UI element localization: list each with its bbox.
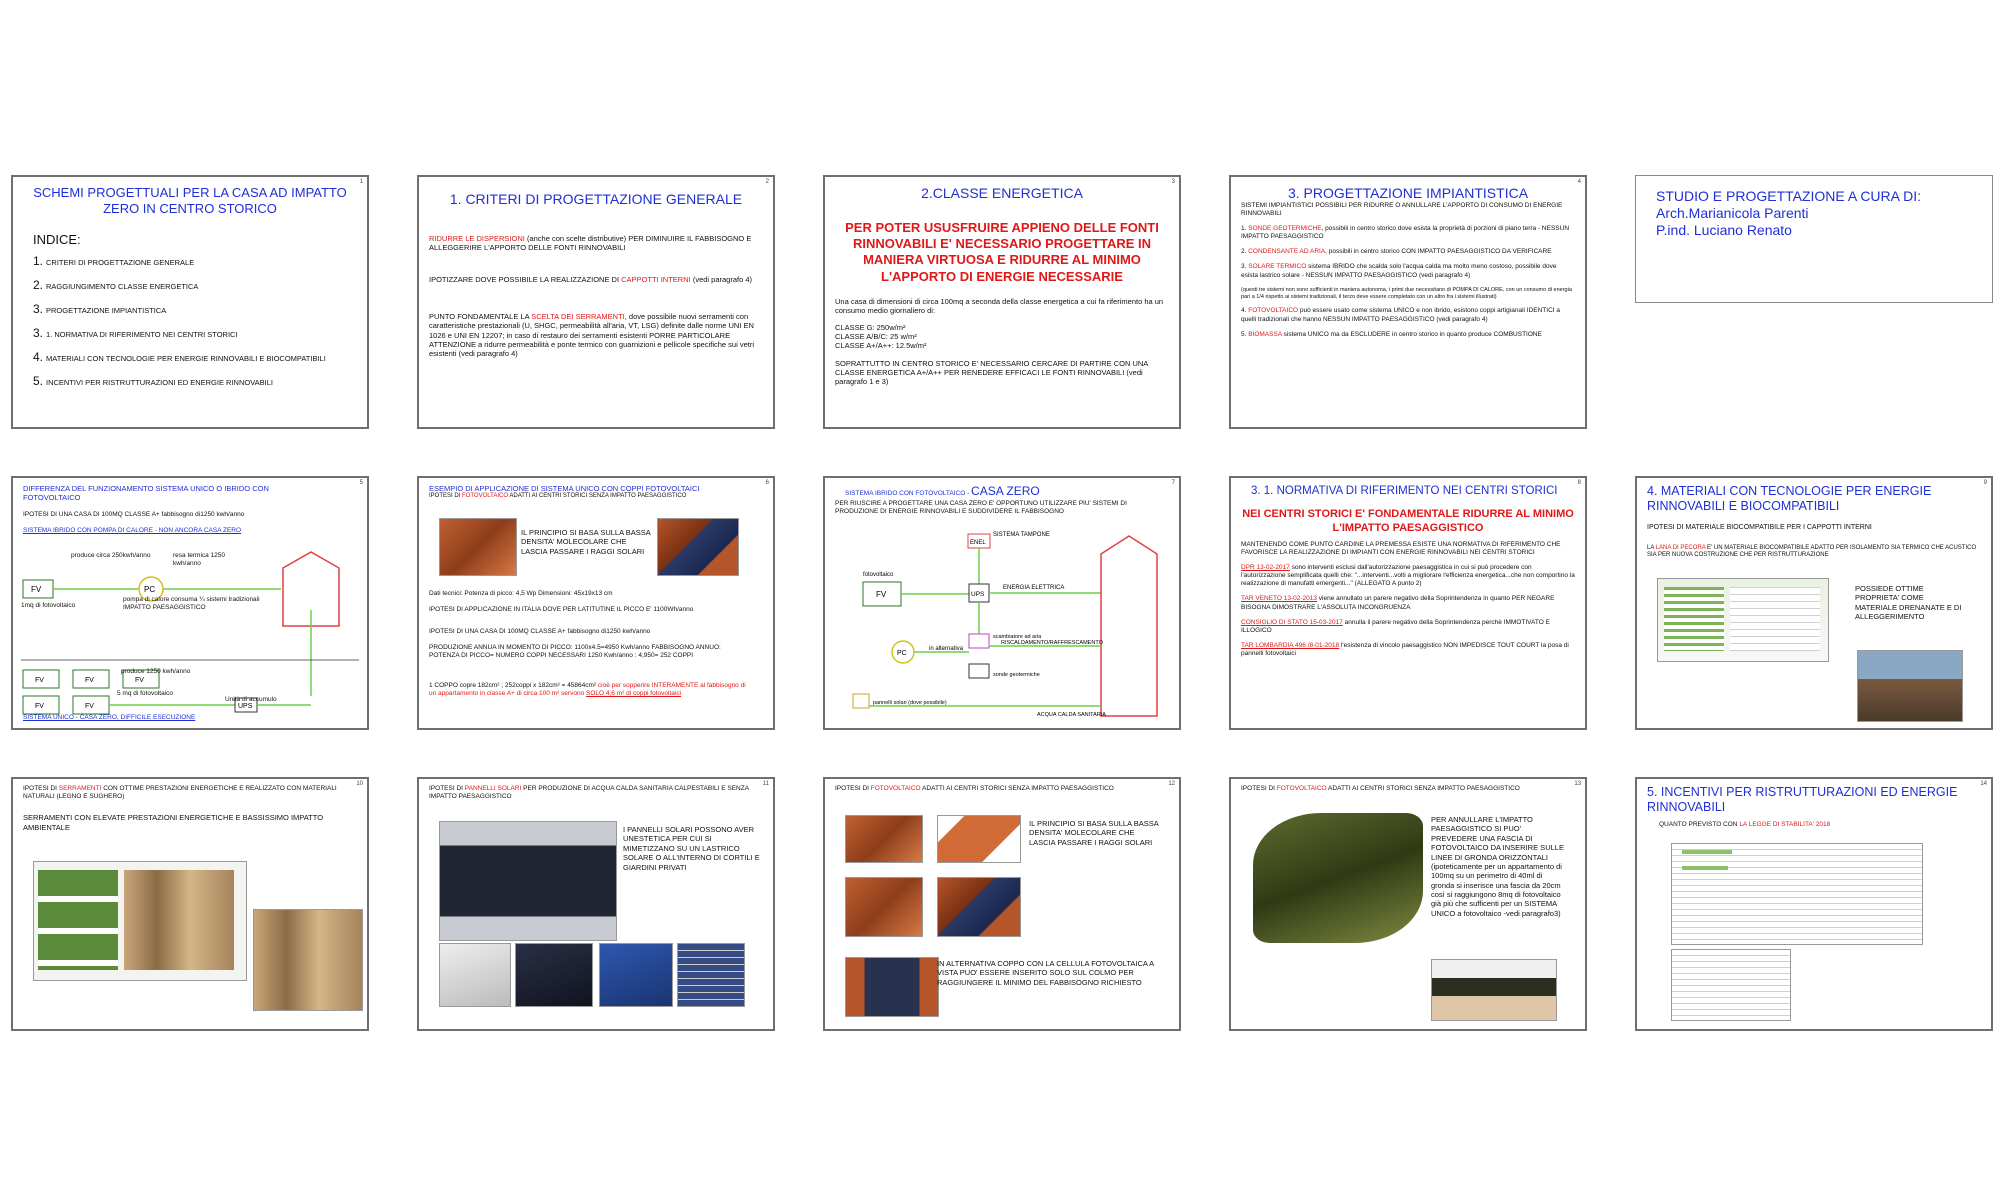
alternativa-label: in alternativa: [929, 646, 964, 652]
hybrid-label: SISTEMA IBRIDO CON POMPA DI CALORE - NON ANCORA CASA ZERO: [23, 526, 242, 534]
credits-heading: STUDIO E PROGETTAZIONE A CURA DI:: [1656, 188, 1922, 204]
slide-title: 1. CRITERI DI PROGETTAZIONE GENERALE: [449, 191, 743, 207]
credits-engineer: P.ind. Luciano Renato: [1656, 221, 1792, 238]
fv-box-label: FV: [85, 703, 94, 710]
slide-title: ESEMPIO DI APPLICAZIONE DI SISTEMA UNICO CON COPPI FOTOVOLTAICI: [429, 484, 700, 493]
paragraph: PER RIUSCIRE A PROGETTARE UNA CASA ZERO E' OPPORTUNO UTILIZZARE PIU' SISTEMI DI PRODUZIONE DI ENERGIE RINNOVABILI E SUDDIVIDERE IL FABBISOGNO: [835, 500, 1127, 516]
index-item: 1. CRITERI DI PROGETTAZIONE GENERALE: [33, 254, 195, 269]
principle-text: IL PRINCIPIO SI BASA SULLA BASSA DENSITA' MOLECOLARE CHE LASCIA PASSARE I RAGGI SOLARI: [521, 528, 651, 556]
regulation-ref: TAR VENETO 13-02-2013 viene annullato un parere negativo della Soprintendenza in quanto PER NEGARE BISOGNA DIMOSTRARE L'ASSOLUTA INCONGRUENZA: [1241, 595, 1555, 611]
subtitle: IPOTESI DI SERRAMENTI CON OTTIME PRESTAZIONI ENERGETICHE E REALIZZATO CON MATERIALI NATURALI (LEGNO E SUGHERO): [23, 785, 337, 801]
subtitle: IPOTESI DI MATERIALE BIOCOMPATIBILE PER I CAPPOTTI INTERNI: [1647, 524, 1872, 531]
flexible-pv-photo: [1253, 813, 1423, 943]
fv-box-label: FV: [85, 677, 94, 684]
paragraph: RIDURRE LE DISPERSIONI (anche con scelte distributive) PER DIMINUIRE IL FABBISOGNO E ALLEGGERIRE L'APPORTO DELLE FONTI RINNOVABILI: [429, 233, 752, 253]
slide-number: 13: [1574, 781, 1581, 787]
ups-label: UPS: [238, 703, 253, 710]
slide-3-energy-class[interactable]: [823, 175, 1181, 429]
slide-number: 2: [765, 179, 769, 185]
energia-label: ENERGIA ELETTRICA: [1003, 585, 1065, 591]
paragraph: IPOTESI DI UNA CASA DI 100MQ CLASSE A+ fabbisogno di1250 kwh/anno: [429, 628, 651, 635]
slide-number: 9: [1983, 480, 1987, 486]
slide-4-systems[interactable]: [1229, 175, 1587, 429]
subtitle: QUANTO PREVISTO CON LA LEGGE DI STABILITA' 2018: [1659, 821, 1831, 828]
slide-title: 5. INCENTIVI PER RISTRUTTURAZIONI ED ENERGIE RINNOVABILI: [1647, 785, 1958, 814]
blue-panel-image: [599, 943, 673, 1007]
pv-tile-image: [937, 877, 1021, 937]
paragraph: SERRAMENTI CON ELEVATE PRESTAZIONI ENERGETICHE E BASSISSIMO IMPATTO AMBIENTALE: [23, 813, 324, 832]
slide-number: 6: [765, 480, 769, 486]
rooftop-solar-photo: [439, 821, 617, 941]
pv-cell-tile-image: [845, 957, 939, 1017]
system-item: 3. SOLARE TERMICO sistema IBRIDO che scalda solo l'acqua calda ma molto meno costoso, possibile dove esista lastrico solare - NESSUN IMPATTO PAESAGGISTICO (vedi paragrafo 4): [1241, 263, 1557, 279]
pv-roll-photo: [1431, 959, 1557, 1021]
slide-11-windows[interactable]: [11, 777, 369, 1031]
tile-stack-image: [845, 877, 923, 937]
slide-number: 3: [1171, 179, 1175, 185]
slide-number: 1: [359, 179, 363, 185]
system-item: 4. FOTOVOLTAICO può essere usato come sistema UNICO e non ibrido, esistono coppi artigianali IDENTICI a quelli tradizionali che hanno NESSUN IMPATTO PAESAGGISTICO (vedi paragrafo 4): [1241, 307, 1561, 323]
subtitle: IPOTESI DI FOTOVOLTAICO ADATTI AI CENTRI STORICI SENZA IMPATTO PAESAGGISTICO: [835, 785, 1114, 792]
index-item: 4. MATERIALI CON TECNOLOGIE PER ENERGIE RINNOVABILI E BIOCOMPATIBILI: [33, 350, 326, 365]
enel-label: ENEL: [970, 540, 986, 546]
paragraph: IPOTIZZARE DOVE POSSIBILE LA REALIZZAZIONE DI CAPPOTTI INTERNI (vedi paragrafo 4): [429, 274, 753, 284]
paragraph: LA LANA DI PECORA E' UN MATERIALE BIOCOMPATIBILE ADATTO PER ISOLAMENTO SIA TERMICO CHE ACUSTICO SIA PER NUOVA COSTRUZIONE CHE PER RISTRUTTURAZIONE: [1647, 544, 1977, 559]
paragraph: SOPRATTUTTO IN CENTRO STORICO E' NECESSARIO CERCARE DI PARTIRE CON UNA CLASSE ENERGETICA A+/A++ PER RENEDERE EFFICACI LE FONTI RINNOVABILI (vedi paragrafo 1 e 3): [835, 358, 1148, 387]
pannelli-label: pannelli solari (dove possibile): [873, 700, 947, 706]
slide-14-gutter-pv[interactable]: [1229, 777, 1587, 1031]
slide-title: 4. MATERIALI CON TECNOLOGIE PER ENERGIE RINNOVABILI E BIOCOMPATIBILI: [1647, 484, 1932, 513]
slide-title: 3. PROGETTAZIONE IMPIANTISTICA: [1287, 185, 1529, 201]
side-text: POSSIEDE OTTIME PROPRIETA' COME MATERIALE DRENANATE E DI ALLEGGERIMENTO: [1855, 584, 1962, 622]
fv-label: FV: [876, 590, 887, 599]
accumulo-label: Unità di accumulo: [225, 696, 277, 703]
paragraph: IPOTESI DI APPLICAZIONE IN ITALIA DOVE PER LATITUTINE IL PICCO E' 1100Wh/anno: [429, 606, 694, 613]
hybrid-zero-diagram: [833, 526, 1171, 726]
resa-label: resa termica 1250 kwh/anno: [173, 552, 226, 568]
principle-text: IL PRINCIPIO SI BASA SULLA BASSA DENSITA' MOLECOLARE CHE LASCIA PASSARE I RAGGI SOLARI: [1029, 819, 1159, 847]
paragraph: 1 COPPO copre 182cm² ; 252coppi x 182cm² = 45864cm² cioè per sopperire INTERAMENTE al fabbisogno di un appartamento in classe A+ di circa 100 m² servono SOLO 4,6 m² di coppi fotovoltaici: [429, 682, 746, 698]
slide-6-hybrid-vs-unique[interactable]: [11, 476, 369, 730]
dark-panel-image: [515, 943, 593, 1007]
slide-9-regulations[interactable]: [1229, 476, 1587, 730]
index-list: [33, 254, 357, 389]
system-item: 2. CONDENSANTE AD ARIA, possibili in centro storico CON IMPATTO PAESAGGISTICO DA VERIFICARE: [1241, 248, 1552, 256]
paragraph: MANTENENDO COME PUNTO CARDINE LA PREMESSA ESISTE UNA NORMATIVA DI RIFERIMENTO CHE FAVORISCE LA REALIZZAZIONE DI IMPIANTI CON ENERGIE RINNOVABILI NEI CENTRI STORICI: [1241, 540, 1561, 556]
produce-label: produce 1250 kwh/anno: [121, 668, 191, 675]
paragraph: PRODUZIONE ANNUA IN MOMENTO DI PICCO: 1100x4.5=4950 Kwh/anno FABBISOGNO ANNUO: POTENZA DI PICCO= NUMERO COPPI NECESSARI 1250 Kwh/anno : 4,950= 252 COPPI: [429, 644, 721, 660]
law-excerpt-image-2: [1671, 949, 1791, 1021]
slide-number: 5: [359, 480, 363, 486]
hybrid-diagram: [21, 548, 359, 718]
paragraph: PUNTO FONDAMENTALE LA SCELTA DEI SERRAMENTI, dove possibile nuovi serramenti con caratteristiche prestazionali (U, SHGC, permeabilità all'aria, VT, LSG) definite dalle norme UNI EN 1026 e UNI EN 12207; in caso di restauro dei serramenti esistenti PORRE PARTICOLARE ATTENZIONE a ridurre permeabilità e ponte termico con guarnizioni e pellicole specifiche sui vetri esistenti (vedi paragrafo 4): [429, 311, 755, 359]
slide-2-criteria[interactable]: [417, 175, 775, 429]
slide-title: SISTEMA IBRIDO CON FOTOVOLTAICO - CASA ZERO: [845, 484, 1040, 498]
slide-13-pv-tiles[interactable]: [823, 777, 1181, 1031]
note: (questi tre sistemi non sono sufficienti in maniera autonoma, i primi due necessitano di POMPA DI CALORE, con un consumo di energia pari a 1/4 rispetto ai sistemi tradizionali, il terzo deve essere completato con un altro fra i sistemi illustrati): [1241, 286, 1572, 300]
tile-image: [937, 815, 1021, 863]
fv-box-label: FV: [35, 703, 44, 710]
sonde-label: sonde geotermiche: [993, 672, 1040, 678]
paragraph: Una casa di dimensioni di circa 100mq a seconda della classe energetica a cui fa riferimento ha un consumo medio giornaliero di:: [835, 296, 1164, 316]
fv-box-label: FV: [31, 585, 42, 594]
index-label: INDICE:: [33, 232, 81, 248]
headline: PER POTER USUSFRUIRE APPIENO DELLE FONTI RINNOVABILI E' NECESSARIO PROGETTARE IN MANIERA VIRTUOSA E RIDURRE AL MINIMO L'APPORTO DI ENERGIE NECESSARIE: [845, 219, 1159, 284]
fv-size-label: 5 mq di fotovoltaico: [117, 690, 174, 697]
roof-photo: [845, 815, 923, 863]
slide-number: 4: [1577, 179, 1581, 185]
riscaldamento-label: RISCALDAMENTO/RAFFRESCAMENTO: [1001, 640, 1103, 646]
acqua-label: ACQUA CALDA SANITARIA: [1037, 712, 1106, 718]
system-item: 1. SONDE GEOTERMICHE, possibili in centro storico dove esista la proprietà di porzioni di piano terra - NESSUN IMPATTO PAESAGGISTICO: [1241, 225, 1570, 241]
regulation-ref: TAR LOMBARDIA 496 /8-01-2018 l'esistenza di vincolo paesaggistico NON IMPEDISCE TOUT COURT la posa di pannelli fotovoltaici: [1241, 641, 1569, 657]
paragraph: I PANNELLI SOLARI POSSONO AVER UNESTETICA PER CUI SI MIMETIZZANO SU UN LASTRICO SOLARE O ALL'INTERNO DI CORTILI E GIARDINI PRIVATI: [623, 825, 760, 872]
pc-label: PC: [144, 585, 156, 594]
index-item: 3. 1. NORMATIVA DI RIFERIMENTO NEI CENTRI STORICI: [33, 326, 238, 341]
slide-title: 2.CLASSE ENERGETICA: [921, 185, 1083, 201]
energy-class-list: CLASSE G: 250w/m² CLASSE A/B/C: 25 w/m² CLASSE A+/A++: 12.5w/m²: [835, 322, 927, 351]
regulation-ref: CONSIGLIO DI STATO 15-03-2017 annulla il parere negativo della Soprintendenza perchè IMMOTIVATO E ILLOGICO: [1241, 618, 1550, 634]
sheep-wool-table-image: [1657, 578, 1829, 662]
slide-title: DIFFERENZA DEL FUNZIONAMENTO SISTEMA UNICO O IBRIDO CON FOTOVOLTAICO: [23, 484, 269, 503]
unique-label: SISTEMA UNICO - CASA ZERO, DIFFICILE ESECUZIONE: [23, 714, 196, 721]
roof-tile-image: [439, 518, 517, 576]
grid-panel-image: [677, 943, 745, 1007]
slide-number: 14: [1980, 781, 1987, 787]
window-frame-photo: [253, 909, 363, 1011]
produce-label: produce circa 250kwh/anno: [71, 552, 151, 559]
slide-number: 7: [1171, 480, 1175, 486]
regulation-ref: DPR 13-02-2017 sono interventi esclusi dall'autorizzazione paesaggistica in cui si può procedere con l'autorizzazione semplificata quelli che: "...interventi...volti a migliorare l'efficienza energetica...che non comportino la realizzazione di manufatti emergenti..." (ALLEGATO A punto 2): [1241, 564, 1575, 588]
window-section-image: [33, 861, 247, 981]
slide-12-solar-panels[interactable]: [417, 777, 775, 1031]
index-item: 5. INCENTIVI PER RISTRUTTURAZIONI ED ENERGIE RINNOVABILI: [33, 374, 273, 389]
paragraph: IN ALTERNATIVA COPPO CON LA CELLULA FOTOVOLTAICA A VISTA PUO' ESSERE INSERITO SOLO SUL COLMO PER RAGGIUNGERE IL MINIMO DEL FABBISOGNO RICHIESTO: [937, 959, 1154, 987]
law-excerpt-image: [1671, 843, 1923, 945]
subtitle: IPOTESI DI FOTOVOLTAICO ADATTI AI CENTRI STORICI SENZA IMPATTO PAESAGGISTICO: [429, 493, 687, 500]
slide-7-pv-tiles-example[interactable]: [417, 476, 775, 730]
scambiatore-label: scambiatore ad aria: [993, 634, 1042, 640]
paragraph: PER ANNULLARE L'IMPATTO PAESAGGISTICO SI PUO' PREVEDERE UNA FASCIA DI FOTOVOLTAICO DA INSERIRE SULLE LINEE DI GRONDA ORIZZONTALI (ipoteticamente per un appartamento di 100mq su un perimetro di 40ml di gronda si inserisce una fascia da 20cm così si raggiungono 8mq di fotovoltaico già più che sufficenti per un SISTEMA UNICO a fotovoltaico -vedi paragrafo3): [1431, 815, 1564, 918]
index-item: 2. RAGGIUNGIMENTO CLASSE ENERGETICA: [33, 278, 199, 293]
ups-label: UPS: [971, 591, 985, 598]
pv-tile-image: [657, 518, 739, 576]
pompa-label: pompa di calore consuma ¼ sistemi tradizionali IMPATTO PAESAGGISTICO: [123, 596, 260, 612]
fv-box-label: FV: [135, 677, 144, 684]
panel-diagram-image: [439, 943, 511, 1007]
index-item: 3. PROGETTAZIONE IMPIANTISTICA: [33, 302, 167, 317]
slide-number: 11: [762, 781, 769, 787]
slide-15-incentives[interactable]: [1635, 777, 1993, 1031]
fotovoltaico-label: fotovoltaico: [863, 572, 894, 578]
slide-number: 8: [1577, 480, 1581, 486]
slide-10-materials[interactable]: [1635, 476, 1993, 730]
slide-8-hybrid-zero-house[interactable]: [823, 476, 1181, 730]
slide-1-index[interactable]: [11, 175, 369, 429]
intro: SISTEMI IMPIANTISTICI POSSIBILI PER RIDURRE O ANNULLARE L'APPORTO DI CONSUMO DI ENERGIE RINNOVABILI: [1241, 201, 1563, 217]
subtitle: IPOTESI DI PANNELLI SOLARI PER PRODUZIONE DI ACQUA CALDA SANITARIA CALPESTABILI E SENZA IMPATTO PAESAGGISTICO: [429, 785, 749, 801]
slide-title: 3. 1. NORMATIVA DI RIFERIMENTO NEI CENTRI STORICI: [1251, 485, 1558, 497]
slide-5-credits[interactable]: [1635, 175, 1993, 303]
fv-size-label: 1mq di fotovoltaico: [21, 602, 76, 609]
fv-box-label: FV: [35, 677, 44, 684]
pc-label: PC: [897, 650, 907, 657]
slide-number: 10: [356, 781, 363, 787]
subtitle: IPOTESI DI FOTOVOLTAICO ADATTI AI CENTRI STORICI SENZA IMPATTO PAESAGGISTICO: [1241, 785, 1520, 792]
workers-photo: [1857, 650, 1963, 722]
credits-architect: Arch.Marianicola Parenti: [1656, 204, 1809, 221]
slide-title: SCHEMI PROGETTUALI PER LA CASA AD IMPATTO ZERO IN CENTRO STORICO: [33, 185, 347, 216]
slide-number: 12: [1168, 781, 1175, 787]
tech-data: Dati tecnici: Potenza di picco: 4,5 Wp Dimensioni: 45x19x13 cm: [429, 590, 613, 597]
tampone-label: SISTEMA TAMPONE: [993, 532, 1050, 538]
headline: NEI CENTRI STORICI E' FONDAMENTALE RIDURRE AL MINIMO L'IMPATTO PAESAGGISTICO: [1242, 508, 1574, 534]
subtitle: IPOTESI DI UNA CASA DI 100MQ CLASSE A+ fabbisogno di1250 kwh/anno: [23, 510, 245, 518]
system-item: 5. BIOMASSA sistema UNICO ma da ESCLUDERE in centro storico in quanto produce COMBUSTIONE: [1241, 330, 1542, 338]
